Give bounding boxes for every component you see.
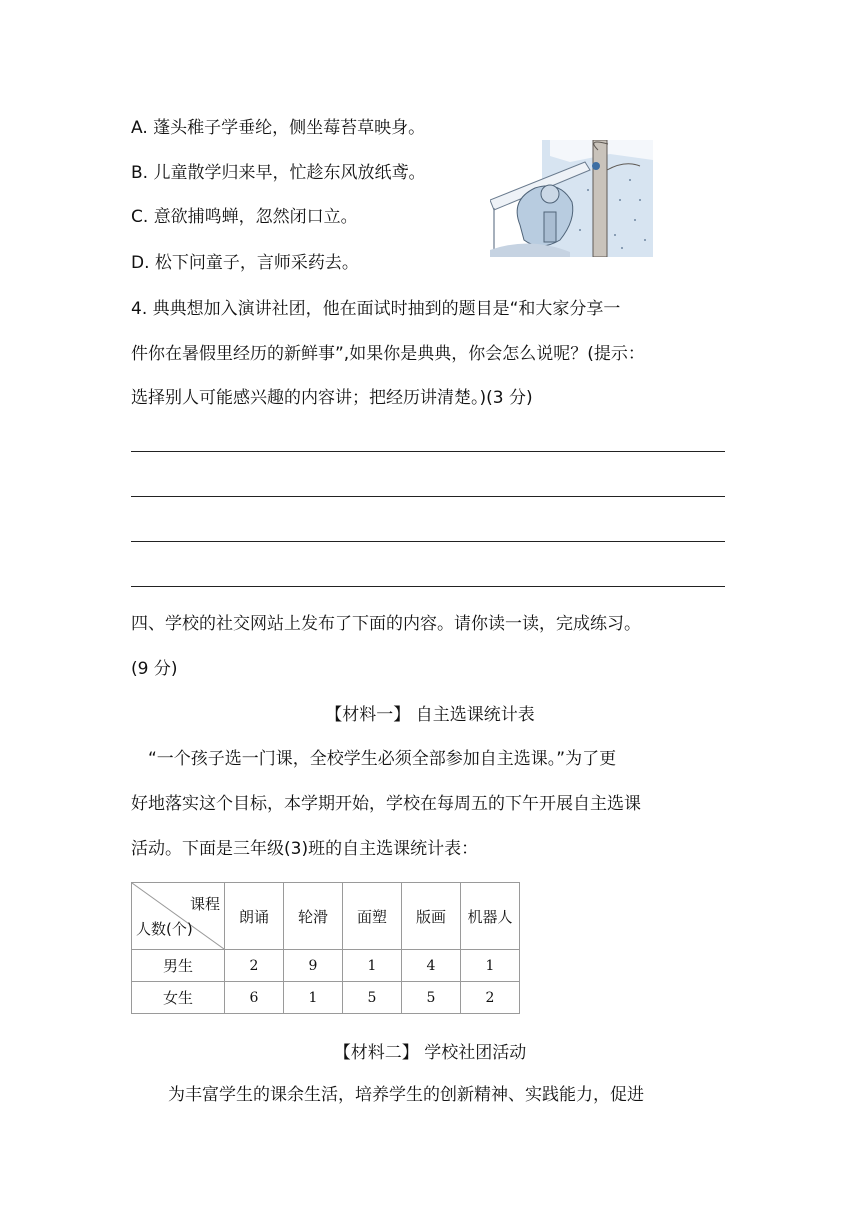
table-cell: 9 <box>284 950 343 982</box>
option-c <box>131 205 358 229</box>
material-1-line-3: 活动。下面是三年级(3)班的自主选课统计表： <box>131 839 479 859</box>
table-corner-cell <box>132 883 225 950</box>
question-4-line-3: 选择别人可能感兴趣的内容讲；把经历讲清楚。)(3 分) <box>131 388 533 408</box>
table-cell: 2 <box>461 982 520 1014</box>
material-1-line-1: “一个孩子选一门课，全校学生必须全部参加自主选课。”为了更 <box>148 749 617 769</box>
option-b-text: 儿童散学归来早，忙趁东风放纸鸢。 <box>153 163 426 183</box>
option-c-text: 意欲捕鸣蝉，忽然闭口立。 <box>153 207 358 227</box>
table-cell: 5 <box>402 982 461 1014</box>
col-header: 版画 <box>402 883 461 950</box>
col-header: 面塑 <box>343 883 402 950</box>
option-a-label: A. <box>131 118 148 138</box>
section-4-line-1: 四、学校的社交网站上发布了下面的内容。请你读一读，完成练习。 <box>131 614 641 634</box>
option-c-label: C. <box>131 207 149 227</box>
answer-line-1[interactable] <box>131 451 725 452</box>
col-header: 机器人 <box>461 883 520 950</box>
option-b <box>131 161 425 185</box>
material-2-heading: 【材料二】 学校社团活动 <box>333 1043 527 1063</box>
table-cell: 1 <box>343 950 402 982</box>
table-cell: 1 <box>284 982 343 1014</box>
option-a-text: 蓬头稚子学垂纶，侧坐莓苔草映身。 <box>153 118 426 138</box>
material-1-heading: 【材料一】 自主选课统计表 <box>325 705 535 725</box>
material-2-line-1: 为丰富学生的课余生活，培养学生的创新精神、实践能力，促进 <box>168 1085 644 1105</box>
col-header: 朗诵 <box>225 883 284 950</box>
table-header-row <box>132 883 520 950</box>
row-label: 男生 <box>132 950 225 982</box>
section-4-line-2: (9 分) <box>131 659 178 679</box>
illustration-child-under-tree <box>490 140 653 257</box>
option-b-label: B. <box>131 163 149 183</box>
option-d-label: D. <box>131 253 150 273</box>
col-header: 轮滑 <box>284 883 343 950</box>
option-d-text: 松下问童子，言师采药去。 <box>154 253 359 273</box>
table-cell: 5 <box>343 982 402 1014</box>
corner-course-label: 课程 <box>189 895 220 913</box>
question-4-line-2: 件你在暑假里经历的新鲜事”,如果你是典典，你会怎么说呢？(提示： <box>131 344 645 364</box>
material-1-line-2: 好地落实这个目标，本学期开始，学校在每周五的下午开展自主选课 <box>131 794 641 814</box>
row-label: 女生 <box>132 982 225 1014</box>
table-row-girls <box>132 982 520 1014</box>
answer-line-2[interactable] <box>131 496 725 497</box>
answer-line-4[interactable] <box>131 586 725 587</box>
table-row-boys <box>132 950 520 982</box>
option-a <box>131 116 425 140</box>
table-cell: 4 <box>402 950 461 982</box>
course-stats-table <box>131 882 520 1014</box>
answer-line-3[interactable] <box>131 541 725 542</box>
question-4-line-1: 4. 典典想加入演讲社团，他在面试时抽到的题目是“和大家分享一 <box>131 299 621 319</box>
table-cell: 1 <box>461 950 520 982</box>
corner-count-label: 人数(个) <box>136 920 193 938</box>
option-d <box>131 251 359 275</box>
table-cell: 2 <box>225 950 284 982</box>
table-cell: 6 <box>225 982 284 1014</box>
